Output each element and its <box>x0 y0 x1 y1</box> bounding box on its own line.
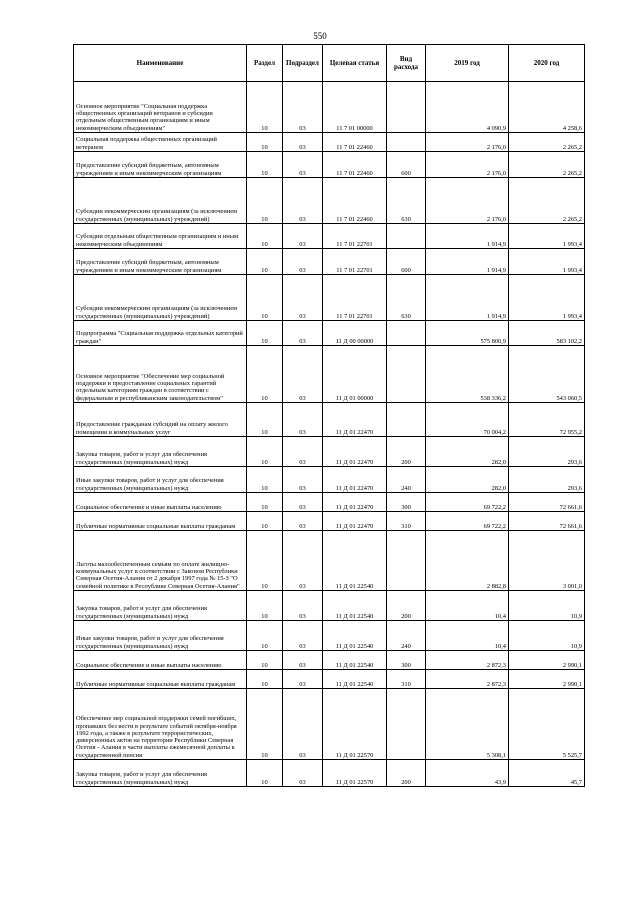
row-value-2019: 4 090,9 <box>426 82 509 133</box>
row-expense-type: 200 <box>387 437 426 467</box>
row-value-2020: 72 661,6 <box>509 493 585 512</box>
row-value-2019: 1 914,9 <box>426 249 509 275</box>
row-target-article: 11 7 01 22460 <box>323 133 387 152</box>
row-value-2019: 2 176,0 <box>426 152 509 178</box>
row-value-2019: 575 800,9 <box>426 321 509 346</box>
row-name: Закупка товаров, работ и услуг для обеспечения государственных (муниципальных) нужд <box>74 591 247 621</box>
row-target-article: 11 Д 01 22470 <box>323 467 387 493</box>
table-row <box>74 152 585 178</box>
row-value-2020: 293,6 <box>509 467 585 493</box>
row-subsection: 03 <box>283 531 323 591</box>
row-section: 10 <box>247 493 283 512</box>
row-section: 10 <box>247 224 283 249</box>
row-value-2019: 538 336,2 <box>426 346 509 403</box>
row-name: Основное мероприятие "Обеспечение мер социальной поддержки и предоставление социальных гарантий отдельным категориям граждан в соответствии с федеральным и республиканским законодательством" <box>74 346 247 403</box>
row-target-article: 11 7 01 22701 <box>323 249 387 275</box>
row-value-2020: 2 265,2 <box>509 133 585 152</box>
row-section: 10 <box>247 133 283 152</box>
row-name: Основное мероприятие "Социальная поддержка общественных организаций ветеранов и субсидии отдельным общественным организациям и иным некоммерческим объединениям" <box>74 82 247 133</box>
row-value-2020: 10,9 <box>509 591 585 621</box>
row-value-2019: 69 722,2 <box>426 493 509 512</box>
row-value-2020: 1 993,4 <box>509 249 585 275</box>
row-target-article: 11 Д 01 22540 <box>323 670 387 689</box>
row-subsection: 03 <box>283 346 323 403</box>
row-value-2019: 70 004,2 <box>426 403 509 437</box>
row-value-2020: 4 258,6 <box>509 82 585 133</box>
row-value-2019: 2 176,0 <box>426 178 509 224</box>
table-row <box>74 178 585 224</box>
row-subsection: 03 <box>283 512 323 531</box>
row-section: 10 <box>247 403 283 437</box>
row-value-2019: 2 882,8 <box>426 531 509 591</box>
row-section: 10 <box>247 531 283 591</box>
row-target-article: 11 7 01 22701 <box>323 275 387 321</box>
row-subsection: 03 <box>283 82 323 133</box>
row-value-2020: 2 265,2 <box>509 152 585 178</box>
row-section: 10 <box>247 437 283 467</box>
row-subsection: 03 <box>283 493 323 512</box>
row-name: Предоставление субсидий бюджетным, автономным учреждениям и иным некоммерческим организациям <box>74 152 247 178</box>
row-expense-type: 300 <box>387 493 426 512</box>
row-target-article: 11 Д 01 22540 <box>323 591 387 621</box>
row-expense-type: 310 <box>387 512 426 531</box>
row-subsection: 03 <box>283 760 323 787</box>
row-section: 10 <box>247 321 283 346</box>
row-section: 10 <box>247 82 283 133</box>
row-value-2020: 2 265,2 <box>509 178 585 224</box>
row-value-2019: 10,4 <box>426 591 509 621</box>
row-value-2019: 1 914,9 <box>426 275 509 321</box>
table-row <box>74 467 585 493</box>
row-value-2020: 3 001,0 <box>509 531 585 591</box>
row-value-2019: 2 872,3 <box>426 651 509 670</box>
row-name: Социальное обеспечение и иные выплаты населению <box>74 493 247 512</box>
row-subsection: 03 <box>283 467 323 493</box>
row-name: Субсидии отдельным общественным организациям и иным некоммерческим объединениям <box>74 224 247 249</box>
header-target-article: Целевая статья <box>323 45 387 82</box>
table-row <box>74 346 585 403</box>
row-expense-type: 630 <box>387 178 426 224</box>
table-row <box>74 493 585 512</box>
row-target-article: 11 Д 01 22540 <box>323 531 387 591</box>
row-expense-type: 600 <box>387 152 426 178</box>
row-value-2019: 1 914,9 <box>426 224 509 249</box>
row-value-2020: 543 060,5 <box>509 346 585 403</box>
table-row <box>74 651 585 670</box>
page-number: 550 <box>313 31 327 41</box>
table-row <box>74 437 585 467</box>
row-expense-type <box>387 224 426 249</box>
row-name: Закупка товаров, работ и услуг для обеспечения государственных (муниципальных) нужд <box>74 437 247 467</box>
row-name: Закупка товаров, работ и услуг для обеспечения государственных (муниципальных) нужд <box>74 760 247 787</box>
row-value-2019: 5 308,1 <box>426 689 509 760</box>
row-name: Социальная поддержка общественных организаций ветеранов <box>74 133 247 152</box>
row-target-article: 11 Д 01 22470 <box>323 512 387 531</box>
row-target-article: 11 Д 01 22570 <box>323 689 387 760</box>
row-section: 10 <box>247 467 283 493</box>
table-row <box>74 689 585 760</box>
row-subsection: 03 <box>283 178 323 224</box>
row-value-2020: 5 525,7 <box>509 689 585 760</box>
row-expense-type <box>387 531 426 591</box>
row-name: Подпрограмма "Социальная поддержка отдельных категорий граждан" <box>74 321 247 346</box>
row-subsection: 03 <box>283 152 323 178</box>
table-row <box>74 591 585 621</box>
row-value-2019: 43,9 <box>426 760 509 787</box>
row-target-article: 11 Д 01 22470 <box>323 493 387 512</box>
row-target-article: 11 Д 01 00000 <box>323 346 387 403</box>
table-row <box>74 403 585 437</box>
row-subsection: 03 <box>283 321 323 346</box>
row-value-2020: 72 955,2 <box>509 403 585 437</box>
row-name: Предоставление гражданам субсидий на оплату жилого помещения и коммунальных услуг <box>74 403 247 437</box>
row-name: Обеспечение мер социальной поддержки семей погибших, пропавших без вести в результате событий октября-ноября 1992 года, а также в результате террористических, диверсионных актов на территории Республики Северная Осетия - Алания в части выплаты ежемесячной доплаты к государственной пенсии <box>74 689 247 760</box>
row-expense-type: 300 <box>387 651 426 670</box>
row-section: 10 <box>247 152 283 178</box>
row-section: 10 <box>247 621 283 651</box>
row-name: Субсидии некоммерческим организациям (за исключением государственных (муниципальных) учреждений) <box>74 178 247 224</box>
row-subsection: 03 <box>283 275 323 321</box>
row-value-2019: 282,0 <box>426 467 509 493</box>
row-subsection: 03 <box>283 689 323 760</box>
row-expense-type <box>387 689 426 760</box>
row-target-article: 11 7 01 22460 <box>323 178 387 224</box>
table-row <box>74 760 585 787</box>
row-expense-type: 630 <box>387 275 426 321</box>
table-row <box>74 512 585 531</box>
row-name: Публичные нормативные социальные выплаты гражданам <box>74 670 247 689</box>
row-target-article: 11 Д 00 00000 <box>323 321 387 346</box>
table-row <box>74 275 585 321</box>
row-subsection: 03 <box>283 403 323 437</box>
row-subsection: 03 <box>283 437 323 467</box>
row-name: Иные закупки товаров, работ и услуг для обеспечения государственных (муниципальных) нужд <box>74 467 247 493</box>
row-name: Льготы малообеспеченным семьям по оплате жилищно-коммунальных услуг в соответствии с Законом Республики Северная Осетия-Алания от 2 декабря 1997 года № 15-З "О семейной политике в Республике Северная Осетия-Алания" <box>74 531 247 591</box>
row-expense-type: 200 <box>387 760 426 787</box>
row-expense-type: 200 <box>387 591 426 621</box>
table-row <box>74 224 585 249</box>
row-subsection: 03 <box>283 133 323 152</box>
row-expense-type <box>387 403 426 437</box>
row-expense-type <box>387 133 426 152</box>
row-target-article: 11 Д 01 22470 <box>323 437 387 467</box>
table-row <box>74 249 585 275</box>
row-subsection: 03 <box>283 249 323 275</box>
table-row <box>74 133 585 152</box>
row-section: 10 <box>247 275 283 321</box>
header-subsection: Подраздел <box>283 45 323 82</box>
row-expense-type <box>387 321 426 346</box>
row-section: 10 <box>247 670 283 689</box>
row-expense-type <box>387 82 426 133</box>
row-target-article: 11 Д 01 22470 <box>323 403 387 437</box>
row-subsection: 03 <box>283 651 323 670</box>
row-expense-type: 600 <box>387 249 426 275</box>
row-target-article: 11 7 01 22701 <box>323 224 387 249</box>
row-value-2019: 10,4 <box>426 621 509 651</box>
row-value-2020: 2 990,1 <box>509 651 585 670</box>
row-subsection: 03 <box>283 591 323 621</box>
row-value-2020: 1 993,4 <box>509 275 585 321</box>
row-name: Социальное обеспечение и иные выплаты населению <box>74 651 247 670</box>
header-section: Раздел <box>247 45 283 82</box>
table-body <box>74 82 585 787</box>
row-value-2020: 2 990,1 <box>509 670 585 689</box>
row-value-2020: 10,9 <box>509 621 585 651</box>
row-name: Предоставление субсидий бюджетным, автономным учреждениям и иным некоммерческим организациям <box>74 249 247 275</box>
row-section: 10 <box>247 689 283 760</box>
row-target-article: 11 Д 01 22540 <box>323 621 387 651</box>
row-expense-type: 240 <box>387 467 426 493</box>
row-value-2020: 583 102,2 <box>509 321 585 346</box>
row-target-article: 11 7 01 22460 <box>323 152 387 178</box>
row-name: Иные закупки товаров, работ и услуг для обеспечения государственных (муниципальных) нужд <box>74 621 247 651</box>
table-row <box>74 670 585 689</box>
row-value-2020: 293,6 <box>509 437 585 467</box>
row-section: 10 <box>247 178 283 224</box>
header-year-2020: 2020 год <box>509 45 585 82</box>
row-section: 10 <box>247 651 283 670</box>
row-expense-type: 310 <box>387 670 426 689</box>
row-section: 10 <box>247 591 283 621</box>
row-value-2020: 45,7 <box>509 760 585 787</box>
row-value-2019: 2 176,0 <box>426 133 509 152</box>
table-row <box>74 321 585 346</box>
budget-table <box>73 44 585 787</box>
row-expense-type <box>387 346 426 403</box>
row-subsection: 03 <box>283 670 323 689</box>
row-value-2019: 69 722,2 <box>426 512 509 531</box>
row-expense-type: 240 <box>387 621 426 651</box>
row-value-2020: 1 993,4 <box>509 224 585 249</box>
row-target-article: 11 Д 01 22570 <box>323 760 387 787</box>
row-name: Публичные нормативные социальные выплаты гражданам <box>74 512 247 531</box>
row-section: 10 <box>247 760 283 787</box>
table-header-row <box>74 45 585 82</box>
row-value-2020: 72 661,6 <box>509 512 585 531</box>
row-subsection: 03 <box>283 621 323 651</box>
row-target-article: 11 Д 01 22540 <box>323 651 387 670</box>
row-section: 10 <box>247 512 283 531</box>
row-value-2019: 2 872,3 <box>426 670 509 689</box>
row-value-2019: 282,0 <box>426 437 509 467</box>
header-year-2019: 2019 год <box>426 45 509 82</box>
row-target-article: 11 7 01 00000 <box>323 82 387 133</box>
row-section: 10 <box>247 346 283 403</box>
header-name: Наименование <box>74 45 247 82</box>
header-expense-type: Вид расхода <box>387 45 426 82</box>
row-name: Субсидии некоммерческим организациям (за исключением государственных (муниципальных) учреждений) <box>74 275 247 321</box>
table-row <box>74 82 585 133</box>
table-row <box>74 621 585 651</box>
row-section: 10 <box>247 249 283 275</box>
row-subsection: 03 <box>283 224 323 249</box>
table-row <box>74 531 585 591</box>
